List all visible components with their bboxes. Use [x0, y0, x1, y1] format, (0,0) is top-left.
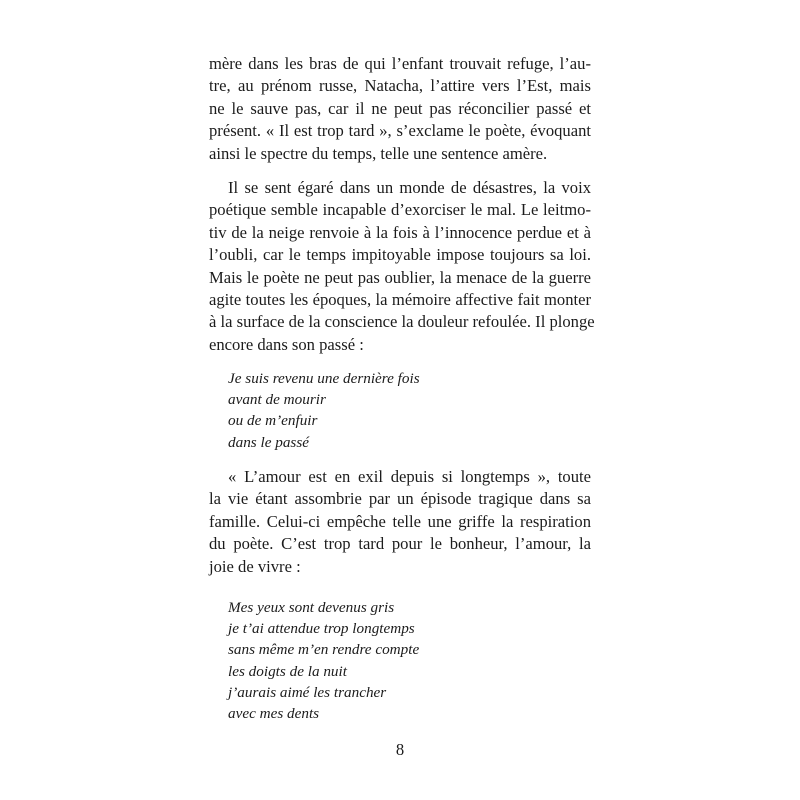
paragraph-line: ainsi le spectre du temps, telle une sentence amère. — [209, 143, 548, 163]
paragraph-line: Il se sent égaré dans un monde de désastres, la voix — [228, 178, 591, 197]
poem-2 — [228, 597, 419, 724]
paragraph-line: présent. « Il est trop tard », s’exclame le poète, évoquant — [209, 121, 591, 141]
paragraph-line: tre, au prénom russe, Natacha, l’attire vers l’Est, mais — [209, 76, 591, 96]
poem-line: ou de m’enfuir — [228, 412, 318, 430]
poem-line: j’aurais aimé les trancher — [228, 683, 387, 701]
page-number: 8 — [395, 740, 405, 759]
paragraph-line: encore dans son passé : — [209, 334, 364, 354]
paragraph-line: famille. Celui-ci empêche telle une griffe la respiration — [209, 511, 591, 531]
poem-line: Je suis revenu une dernière fois — [228, 370, 420, 387]
poem-1 — [228, 368, 420, 453]
paragraph-line: l’oubli, car le temps impitoyable impose toujours sa loi. — [209, 245, 591, 265]
paragraph-1 — [209, 53, 591, 165]
poem-line: avant de mourir — [228, 391, 326, 409]
paragraph-line: ne le sauve pas, car il ne peut pas réconcilier passé et — [209, 98, 591, 118]
poem-line: dans le passé — [228, 433, 309, 451]
poem-line: Mes yeux sont devenus gris — [228, 599, 395, 616]
paragraph-3 — [209, 466, 591, 578]
poem-line: je t’ai attendue trop longtemps — [228, 620, 415, 638]
paragraph-line: agite toutes les époques, la mémoire affective fait monter — [209, 289, 591, 309]
poem-line: les doigts de la nuit — [228, 662, 347, 680]
paragraph-line: la vie étant assombrie par un épisode tragique dans sa — [209, 489, 591, 509]
paragraph-line: mère dans les bras de qui l’enfant trouvait refuge, l’au- — [209, 54, 591, 73]
paragraph-line: tiv de la neige renvoie à la fois à l’innocence perdue et à — [209, 222, 591, 242]
paragraph-line: joie de vivre : — [209, 556, 301, 576]
paragraph-2 — [209, 177, 595, 356]
paragraph-line: « L’amour est en exil depuis si longtemps », toute — [228, 467, 591, 486]
poem-line: avec mes dents — [228, 704, 320, 722]
paragraph-line: Mais le poète ne peut pas oublier, la menace de la guerre — [209, 267, 591, 287]
poem-line: sans même m’en rendre compte — [228, 641, 420, 659]
paragraph-line: à la surface de la conscience la douleur refoulée. Il plonge — [209, 312, 595, 332]
paragraph-line: poétique semble incapable d’exorciser le mal. Le leitmo- — [209, 200, 591, 220]
paragraph-line: du poète. C’est trop tard pour le bonheur, l’amour, la — [209, 534, 591, 554]
